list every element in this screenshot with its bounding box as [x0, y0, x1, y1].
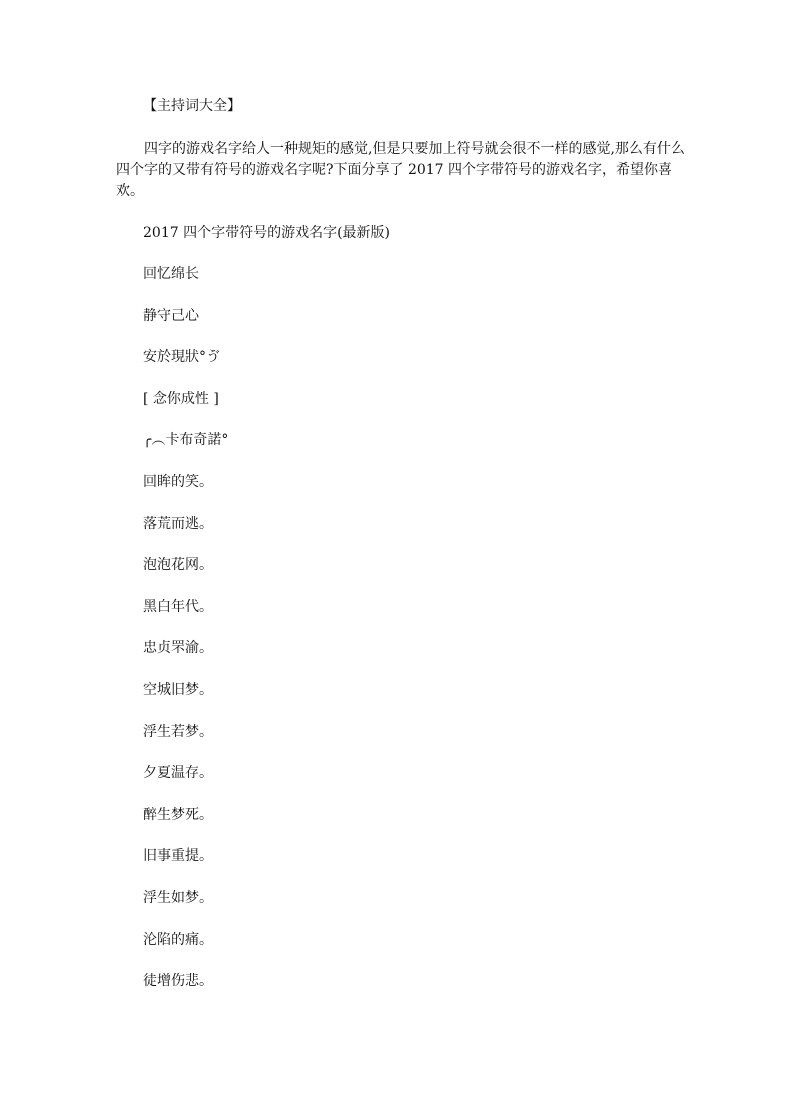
list-item: 回眸的笑。 — [143, 473, 213, 490]
list-item: 静守己心 — [143, 307, 199, 324]
list-item: 黑白年代。 — [143, 598, 213, 615]
list-item: 夕夏温存。 — [143, 765, 213, 782]
list-item: 旧事重提。 — [143, 848, 213, 865]
list-item: 安於現狀°ゔ — [143, 349, 220, 366]
list-item: 空城旧梦。 — [143, 681, 213, 698]
list-subheading: 2017 四个字带符号的游戏名字(最新版) — [143, 225, 391, 241]
list-item: 醉生梦死。 — [143, 806, 213, 823]
game-name-list — [143, 264, 228, 1013]
list-item: ╭︵卡布奇諾° — [143, 432, 229, 449]
list-item: 浮生若梦。 — [143, 723, 213, 740]
intro-paragraph: 四字的游戏名字给人一种规矩的感觉,但是只要加上符号就会很不一样的感觉,那么有什么四个字的又带有符号的游戏名字呢?下面分享了 2017 四个字带符号的游戏名字，希望你喜欢。 — [116, 141, 685, 199]
document-heading: 【主持词大全】 — [143, 98, 241, 114]
list-item: 回忆绵长 — [143, 266, 199, 282]
list-item: 徒增伤悲。 — [143, 973, 213, 990]
list-item: 落荒而逃。 — [143, 515, 213, 532]
list-item: 忠贞罘渝。 — [143, 640, 213, 657]
list-item: [ 念你成性 ] — [143, 390, 219, 407]
list-item: 沦陷的痛。 — [143, 931, 213, 948]
list-item: 浮生如梦。 — [143, 889, 213, 906]
list-item: 泡泡花网。 — [143, 557, 213, 574]
